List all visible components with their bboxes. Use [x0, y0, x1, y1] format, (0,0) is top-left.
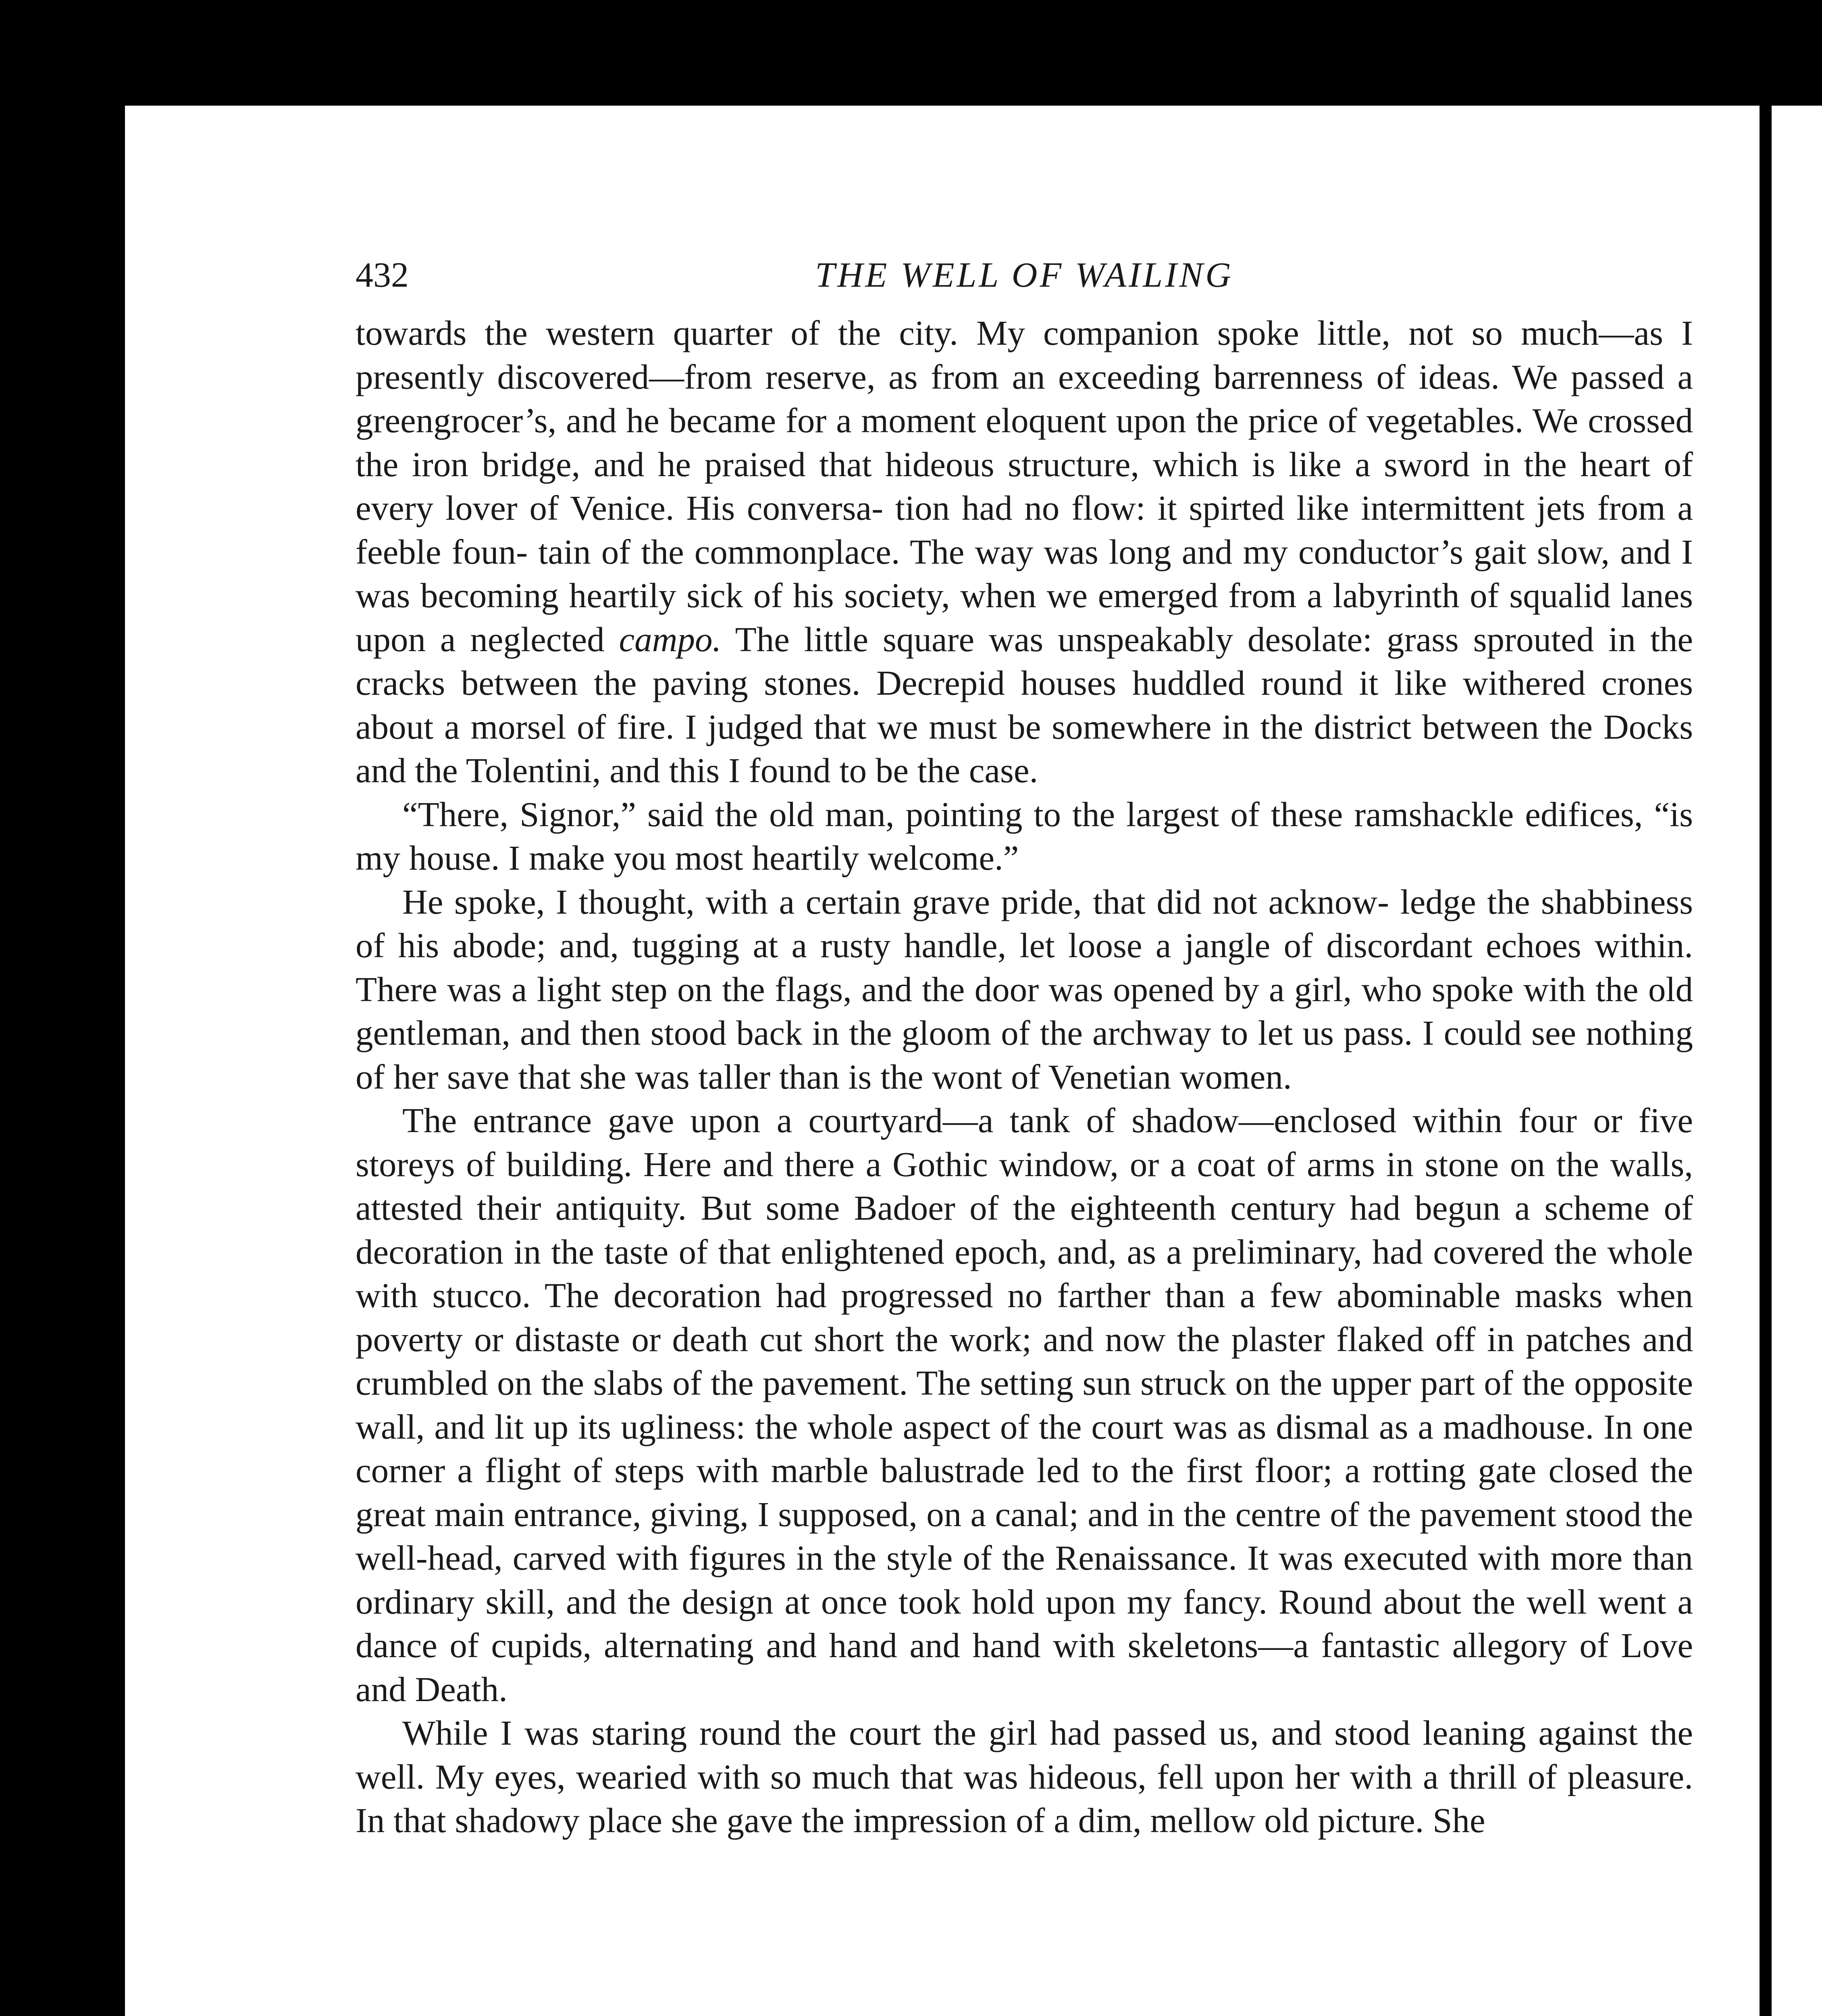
book-page	[125, 106, 1760, 2016]
paragraph-1	[356, 311, 1693, 793]
paragraph-3	[356, 880, 1693, 1099]
line: no farther than a few abominable masks when poverty or distaste or	[356, 1276, 1693, 1359]
line: But some Badoer of the eighteenth century had begun a scheme of	[701, 1188, 1693, 1227]
line: Round about the well went a dance of cupids, alternating and hand	[356, 1582, 1693, 1665]
line: is the wont of Venetian women.	[848, 1057, 1292, 1096]
line: whole aspect of the court was as dismal as a madhouse. In one corner	[356, 1407, 1693, 1490]
line: loose a jangle of discordant echoes within. There was a light step	[356, 926, 1693, 1009]
paragraph-2	[356, 793, 1693, 880]
line: figures in the style of the Renaissance. It was executed with more	[688, 1538, 1623, 1577]
line: not so much—as I presently discovered—from reserve, as from an	[356, 313, 1693, 396]
line: let us pass. I could see nothing of her save that she was taller than	[356, 1013, 1693, 1096]
line: or a coat of arms in stone on the walls, attested their antiquity.	[356, 1144, 1693, 1227]
body-text	[356, 311, 1693, 1843]
line: and crumbled on the slabs of the pavement. The setting sun struck	[356, 1319, 1693, 1402]
line: He spoke, I thought, with a certain grave pride, that did not acknow-	[402, 882, 1389, 921]
page-content	[356, 255, 1693, 1843]
line: within four or five storeys of building. Here and there a Gothic window,	[356, 1101, 1693, 1184]
italic-word: campo.	[619, 619, 722, 659]
line: was hideous, fell upon her with a thrill of pleasure. In that shadowy	[356, 1757, 1693, 1840]
running-head	[356, 255, 1693, 311]
line: The entrance gave upon a courtyard—a tank of shadow—enclosed	[402, 1101, 1397, 1140]
line: decoration in the taste of that enlightened epoch, and, as a preliminary,	[356, 1232, 1362, 1271]
line: stood leaning against the well. My eyes, wearied with so much that	[356, 1713, 1693, 1796]
running-title: THE WELL OF WAILING	[815, 256, 1233, 295]
line: “There, Signor,” said the old man, pointing to the largest of these	[402, 794, 1343, 834]
line: had covered the whole with stucco. The decoration had progressed	[356, 1232, 1693, 1315]
line: The little square was unspeakably desolate: grass sprouted in the	[735, 619, 1693, 659]
line: emerged from a labyrinth of squalid lanes upon a neglected	[356, 576, 1693, 659]
line: is like a sword in the heart of every lover of Venice. His conversa-	[356, 444, 1693, 527]
line: cracks between the paving stones. Decrepid houses huddled round	[356, 663, 1343, 702]
paragraph-4	[356, 1099, 1693, 1711]
line: place she gave the impression of a dim, mellow old picture. She	[588, 1801, 1485, 1840]
line: ledge the shabbiness of his abode; and, tugging at a rusty handle, let	[356, 882, 1693, 965]
line: a flight of steps with marble balustrade led to the first floor; a rotting	[457, 1451, 1466, 1490]
line: on the flags, and the door was opened by a girl, who spoke with the	[677, 969, 1639, 1009]
line: welcome.”	[867, 838, 1019, 877]
line: towards the western quarter of the city. My companion spoke little,	[356, 313, 1391, 352]
line: than ordinary skill, and the design at once took hold upon my fancy.	[356, 1538, 1693, 1621]
line: tion had no flow: it spirted like intermittent jets from a feeble foun-	[356, 488, 1693, 571]
line: gate closed the great main entrance, giving, I supposed, on a canal;	[356, 1451, 1693, 1534]
line: and hand with skeletons—a fantastic allegory of Love and Death.	[356, 1626, 1693, 1709]
line: crossed the iron bridge, and he praised that hideous structure, which	[356, 401, 1693, 484]
line: old gentleman, and then stood back in the gloom of the archway to	[356, 969, 1693, 1052]
line: on the upper part of the opposite wall, and lit up its ugliness: the	[356, 1363, 1693, 1446]
line: gait slow, and I was becoming heartily sick of his society, when we	[356, 532, 1693, 615]
line: ramshackle edifices, “is my house. I make you most heartily	[356, 794, 1693, 877]
line: tain of the commonplace. The way was long and my conductor’s	[538, 532, 1463, 571]
next-page-edge	[1772, 106, 1822, 2016]
line: death cut short the work; and now the plaster flaked off in patches	[672, 1319, 1631, 1359]
line: became for a moment eloquent upon the price of vegetables. We	[669, 401, 1579, 440]
page-number: 432	[356, 256, 409, 295]
line: While I was staring round the court the girl had passed us, and	[402, 1713, 1322, 1752]
line: and in the centre of the pavement stood the well-head, carved with	[356, 1494, 1693, 1577]
line: it like withered crones about a morsel of fire. I judged that we must	[356, 663, 1693, 746]
line: exceeding barrenness of ideas. We passed a greengrocer’s, and he	[356, 357, 1693, 440]
paragraph-5	[356, 1711, 1693, 1843]
line: and this I found to be the case.	[609, 751, 1038, 790]
line: be somewhere in the district between the Docks and the Tolentini,	[356, 707, 1693, 790]
